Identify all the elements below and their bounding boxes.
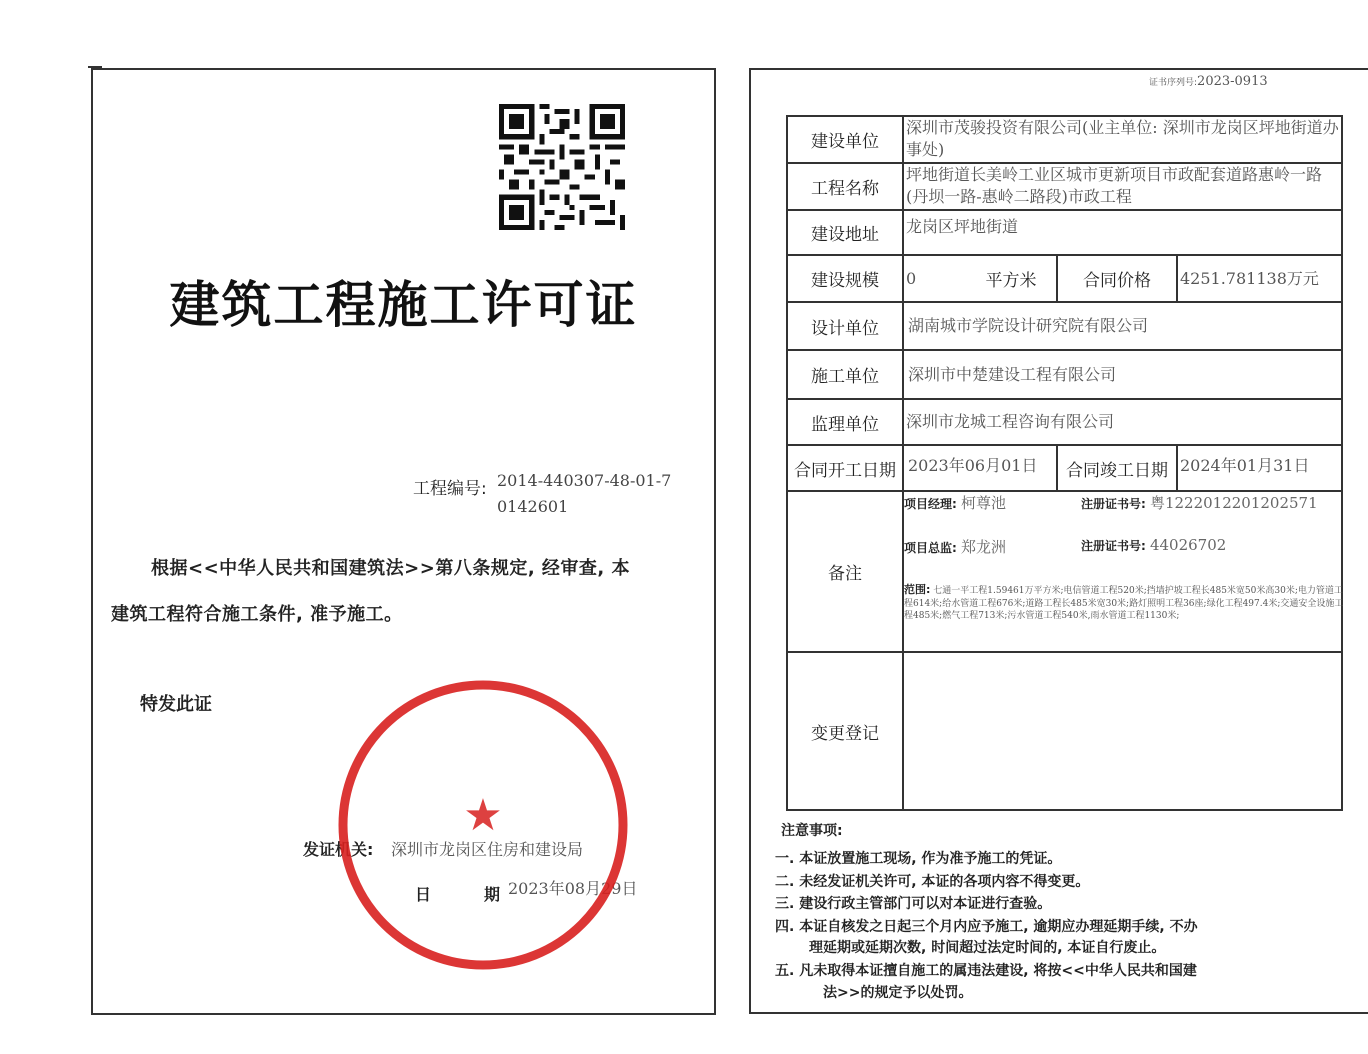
start-date-value: 2023年06月01日 <box>908 456 1038 475</box>
remarks-label: 备注 <box>828 564 862 584</box>
svg-text:★: ★ <box>463 790 503 841</box>
date-label-period: 期 <box>484 885 501 904</box>
serial-number <box>1149 74 1268 89</box>
registration-1-label: 注册证书号: <box>1081 497 1146 511</box>
construction-unit-value: 深圳市中楚建设工程有限公司 <box>908 364 1117 384</box>
chief-supervisor <box>904 536 1006 557</box>
scope-label: 范围: <box>904 583 931 596</box>
issue-date-value: 2023年08月29日 <box>508 879 638 898</box>
project-manager-value: 柯尊池 <box>960 494 1006 512</box>
note-4: 四. 本证自核发之日起三个月内应予施工, 逾期应办理延期手续, 不办 <box>775 919 1198 935</box>
scale-unit: 平方米 <box>985 271 1037 291</box>
design-unit-value: 湖南城市学院设计研究院有限公司 <box>908 316 1149 335</box>
project-name-label: 工程名称 <box>811 179 879 199</box>
scope-value: 七通一平工程1.59461万平方米;电信管道工程520米;挡墙护坡工程长485米宽50米高30米;电力管道工程614米;给水管道工程676米;道路工程长485米宽30米;路灯照明工程36座;绿化工程497.4米;交通安全设施工程485米;燃气工程713米;污水管道工程540米,雨水管道工程1130米; <box>904 586 1344 621</box>
address-value: 龙岗区坪地街道 <box>906 217 1019 236</box>
declaration-line-2: 建筑工程符合施工条件, 准予施工。 <box>111 604 403 625</box>
end-date-label: 合同竣工日期 <box>1066 460 1168 481</box>
note-1: 一. 本证放置施工现场, 作为准予施工的凭证。 <box>775 851 1062 867</box>
design-unit-label: 设计单位 <box>811 318 879 339</box>
project-name-value: 坪地街道长美岭工业区城市更新项目市政配套道路惠岭一路(丹坝一路-惠岭二路段)市政工程 <box>906 165 1323 206</box>
project-manager <box>904 492 1006 513</box>
note-5-continued: 法>>的规定予以处罚。 <box>823 985 973 1001</box>
date-label-day: 日 <box>415 885 432 904</box>
issuer-label: 发证机关: <box>303 840 374 859</box>
contract-price-label: 合同价格 <box>1083 271 1151 291</box>
address-label: 建设地址 <box>811 225 879 245</box>
registration-2-label: 注册证书号: <box>1081 539 1146 553</box>
qr-code-icon <box>499 104 625 230</box>
start-date-label: 合同开工日期 <box>794 460 896 481</box>
registration-1 <box>1081 492 1318 513</box>
chief-supervisor-value: 郑龙洲 <box>960 538 1006 556</box>
declaration-line-1: 根据<<中华人民共和国建筑法>>第八条规定, 经审查, 本 <box>151 558 631 579</box>
issuer-value: 深圳市龙岗区住房和建设局 <box>391 840 584 859</box>
end-date-value: 2024年01月31日 <box>1180 456 1310 475</box>
permit-detail-page <box>749 68 1368 1014</box>
serial-number-value: 2023-0913 <box>1197 74 1268 89</box>
project-number-label: 工程编号: <box>413 479 487 499</box>
note-2: 二. 未经发证机关许可, 本证的各项内容不得变更。 <box>775 874 1090 890</box>
registration-2-value: 44026702 <box>1149 536 1227 554</box>
builder-value: 深圳市茂骏投资有限公司(业主单位: 深圳市龙岗区坪地街道办事处) <box>906 118 1339 159</box>
special-issue-text: 特发此证 <box>140 694 212 715</box>
supervision-unit-label: 监理单位 <box>811 414 879 435</box>
registration-1-value: 粤1222012201202571 <box>1149 494 1318 512</box>
notes-title: 注意事项: <box>781 823 843 839</box>
change-registration-label: 变更登记 <box>811 723 879 744</box>
project-number-value: 2014-440307-48-01-70142601 <box>497 471 672 516</box>
official-seal-stamp <box>333 675 633 975</box>
project-manager-label: 项目经理: <box>904 497 957 511</box>
builder-label: 建设单位 <box>811 132 879 152</box>
page-title: 建筑工程施工许可证 <box>169 276 638 334</box>
construction-unit-label: 施工单位 <box>811 367 879 387</box>
note-3: 三. 建设行政主管部门可以对本证进行查验。 <box>775 896 1052 912</box>
note-5: 五. 凡未取得本证擅自施工的属违法建设, 将按<<中华人民共和国建 <box>775 963 1197 979</box>
note-4-continued: 理延期或延期次数, 时间超过法定时间的, 本证自行废止。 <box>809 940 1166 956</box>
scope-of-work <box>904 584 1344 623</box>
table-border-bottom <box>786 809 1343 811</box>
scale-label: 建设规模 <box>811 271 879 291</box>
scale-value: 0 <box>906 268 917 288</box>
chief-supervisor-label: 项目总监: <box>904 541 957 555</box>
permit-cover-page <box>91 68 716 1015</box>
registration-2 <box>1081 536 1226 554</box>
contract-price-value: 4251.781138万元 <box>1180 268 1319 288</box>
serial-number-label: 证书序列号: <box>1149 78 1198 88</box>
supervision-unit-value: 深圳市龙城工程咨询有限公司 <box>906 412 1115 431</box>
table-border-right <box>1341 115 1343 811</box>
